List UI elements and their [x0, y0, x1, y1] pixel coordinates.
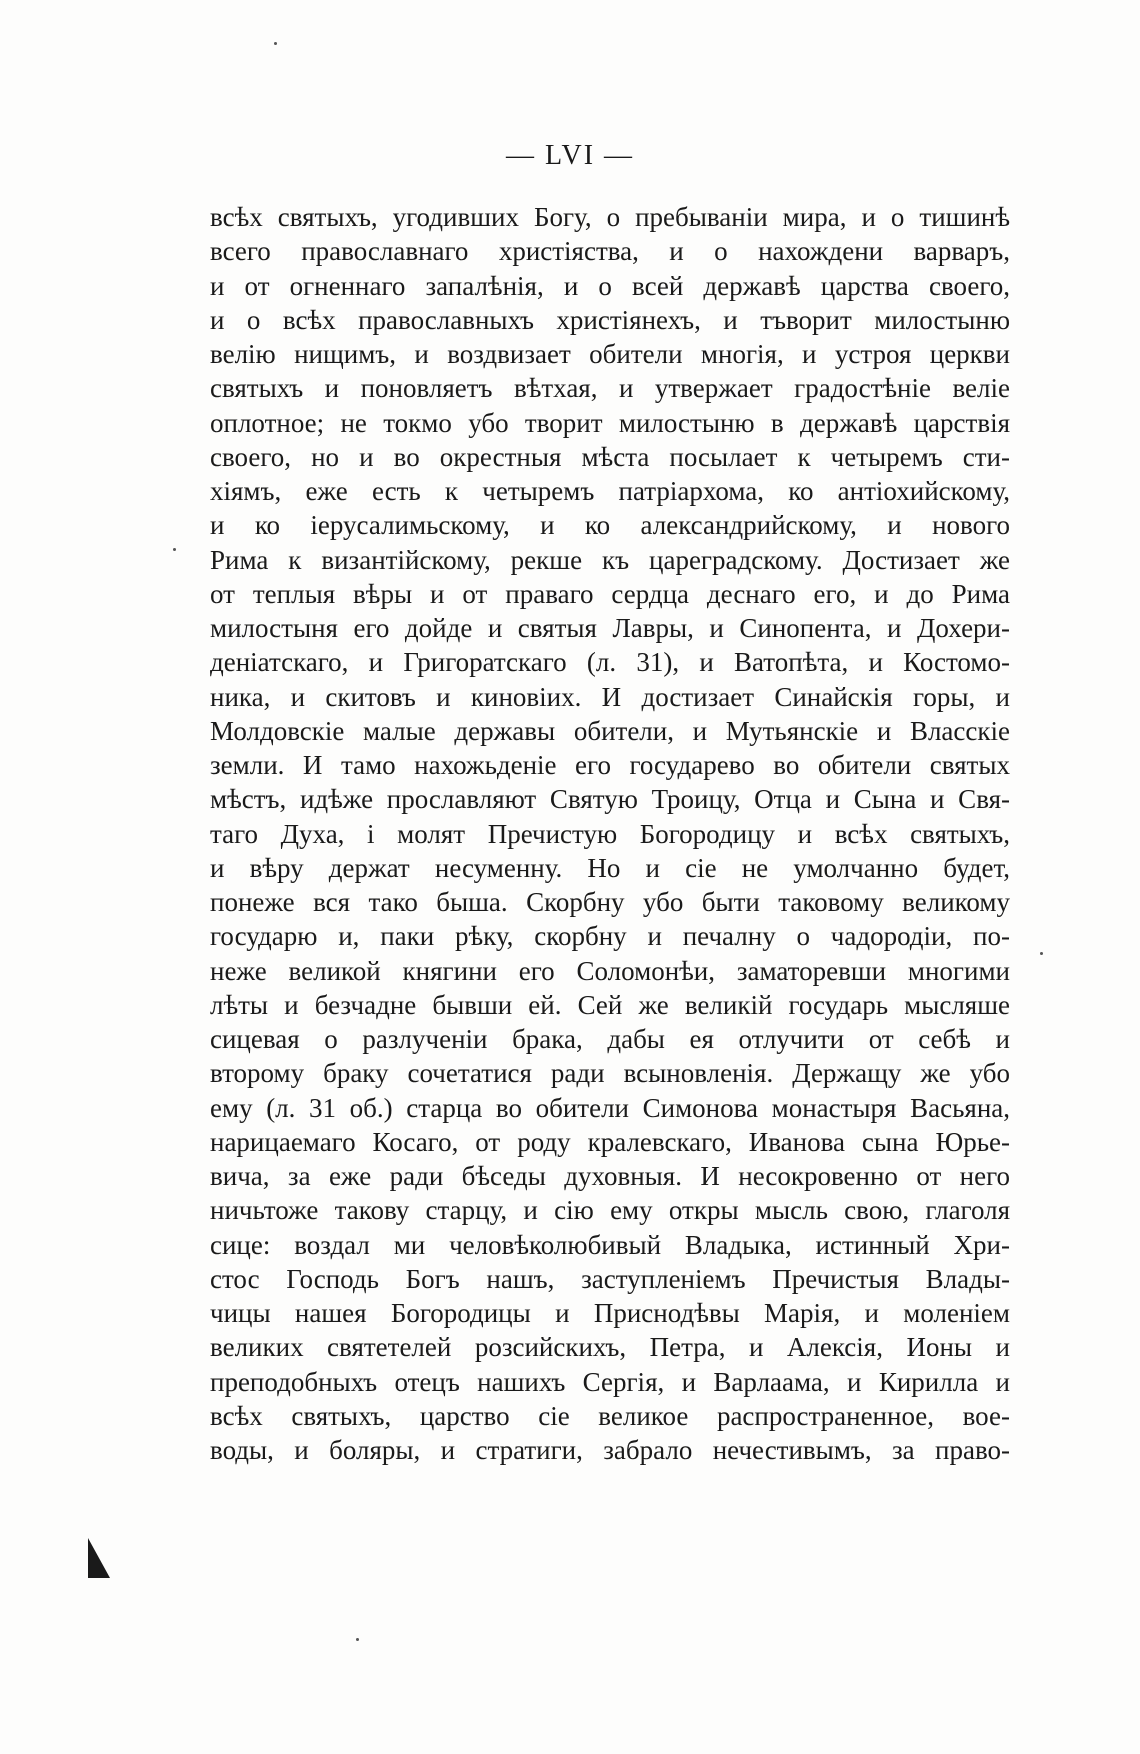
text-line: преподобныхъ отецъ нашихъ Сергія, и Варлаама, и Кирилла и — [210, 1366, 1010, 1397]
text-line: святыхъ и поновляетъ вѣтхая, и утвержает градостѣніе веліе — [210, 373, 1010, 404]
text-line: второму браку сочетатися ради всыновленія. Держащу же убо — [210, 1058, 1010, 1089]
text-line: оплотное; не токмо убо творит милостыню в державѣ царствія — [210, 407, 1010, 438]
text-line: таго Духа, і молят Пречистую Богородицу и всѣх святыхъ, — [210, 818, 1010, 849]
scan-speck — [356, 1638, 359, 1641]
text-line: и вѣру держат несуменну. Но и сіе не умолчанно будет, — [210, 852, 1010, 883]
text-line: своего, но и во окрестныя мѣста посылает к четыремъ сти- — [210, 441, 1010, 472]
text-line: Молдовскіе малые державы обители, и Мутьянскіе и Власскіе — [210, 715, 1010, 746]
text-line: великих святетелей розсийскихъ, Петра, и Алексія, Ионы и — [210, 1332, 1010, 1363]
text-line: неже великой княгини его Соломонѣи, заматоревши многими — [210, 955, 1010, 986]
text-line: нарицаемаго Косаго, от роду кралевскаго, Иванова сына Юрье- — [210, 1126, 1010, 1157]
text-line: стос Господь Богъ нашъ, заступленіемъ Пречистыя Влады- — [210, 1263, 1010, 1294]
text-line: милостыня его дойде и святыя Лавры, и Синопента, и Дохери- — [210, 613, 1010, 643]
text-line: ника, и скитовъ и киновіих. И достизает Синайскія горы, и — [210, 681, 1010, 712]
text-line: государю и, паки рѣку, скорбну и печалну о чадородіи, по- — [210, 921, 1010, 952]
scan-speck — [274, 42, 277, 45]
text-line: деніатскаго, и Григоратскаго (л. 31), и Ватопѣта, и Костомо- — [210, 647, 1010, 678]
text-line: хіямъ, еже есть к четыремъ патріархома, ко антіохийскому, — [210, 476, 1010, 506]
text-line: чицы нашея Богородицы и Приснодѣвы Марія, и моленіем — [210, 1298, 1010, 1328]
text-line: и о всѣх православныхъ христіянехъ, и тъворит милостыню — [210, 304, 1010, 335]
text-line: от теплыя вѣры и от праваго сердца деснаго его, и до Рима — [210, 578, 1010, 609]
text-line: ему (л. 31 об.) старца во обители Симонова монастыря Васьяна, — [210, 1092, 1010, 1123]
text-line: лѣты и безчадне бывши ей. Сей же великій государь мысляше — [210, 989, 1010, 1020]
text-line: понеже вся тако быша. Скорбну убо быти таковому великому — [210, 887, 1010, 917]
text-line: велію нищимъ, и воздвизает обители многія, и устроя церкви — [210, 339, 1010, 369]
text-line: всѣх святыхъ, царство сіе великое распространенное, вое- — [210, 1400, 1010, 1431]
text-line: и ко іерусалимьскому, и ко александрийскому, и нового — [210, 510, 1010, 541]
text-line: Рима к византійскому, рекше къ цареградскому. Достизает же — [210, 544, 1010, 575]
text-line: ничьтоже такову старцу, и сію ему откры мысль свою, глаголя — [210, 1195, 1010, 1226]
text-line: земли. И тамо нахожьденіе его государево во обители святых — [210, 750, 1010, 780]
text-line: мѣстъ, идѣже прославляют Святую Троицу, Отца и Сына и Свя- — [210, 784, 1010, 815]
scan-speck — [173, 548, 176, 551]
text-line: всего православнаго христіяства, и о нахождени варваръ, — [210, 236, 1010, 267]
text-line: всѣх святыхъ, угодивших Богу, о пребываніи мира, и о тишинѣ — [210, 202, 1010, 232]
text-line: вича, за еже ради бѣседы духовныя. И несокровенно от него — [210, 1161, 1010, 1191]
text-line: сице: воздал ми человѣколюбивый Владыка, истинный Хри- — [210, 1229, 1010, 1260]
text-line: воды, и боляры, и стратиги, забрало нечестивымъ, за право- — [210, 1435, 1010, 1465]
scan-corner-mark — [88, 1538, 110, 1578]
text-line: и от огненнаго запалѣнія, и о всей державѣ царства своего, — [210, 270, 1010, 301]
page-number: — LVI — — [505, 140, 635, 171]
text-line: сицевая о разлученіи брака, дабы ея отлучити от себѣ и — [210, 1024, 1010, 1054]
body-text — [210, 200, 1010, 1467]
scan-speck — [1040, 952, 1043, 955]
